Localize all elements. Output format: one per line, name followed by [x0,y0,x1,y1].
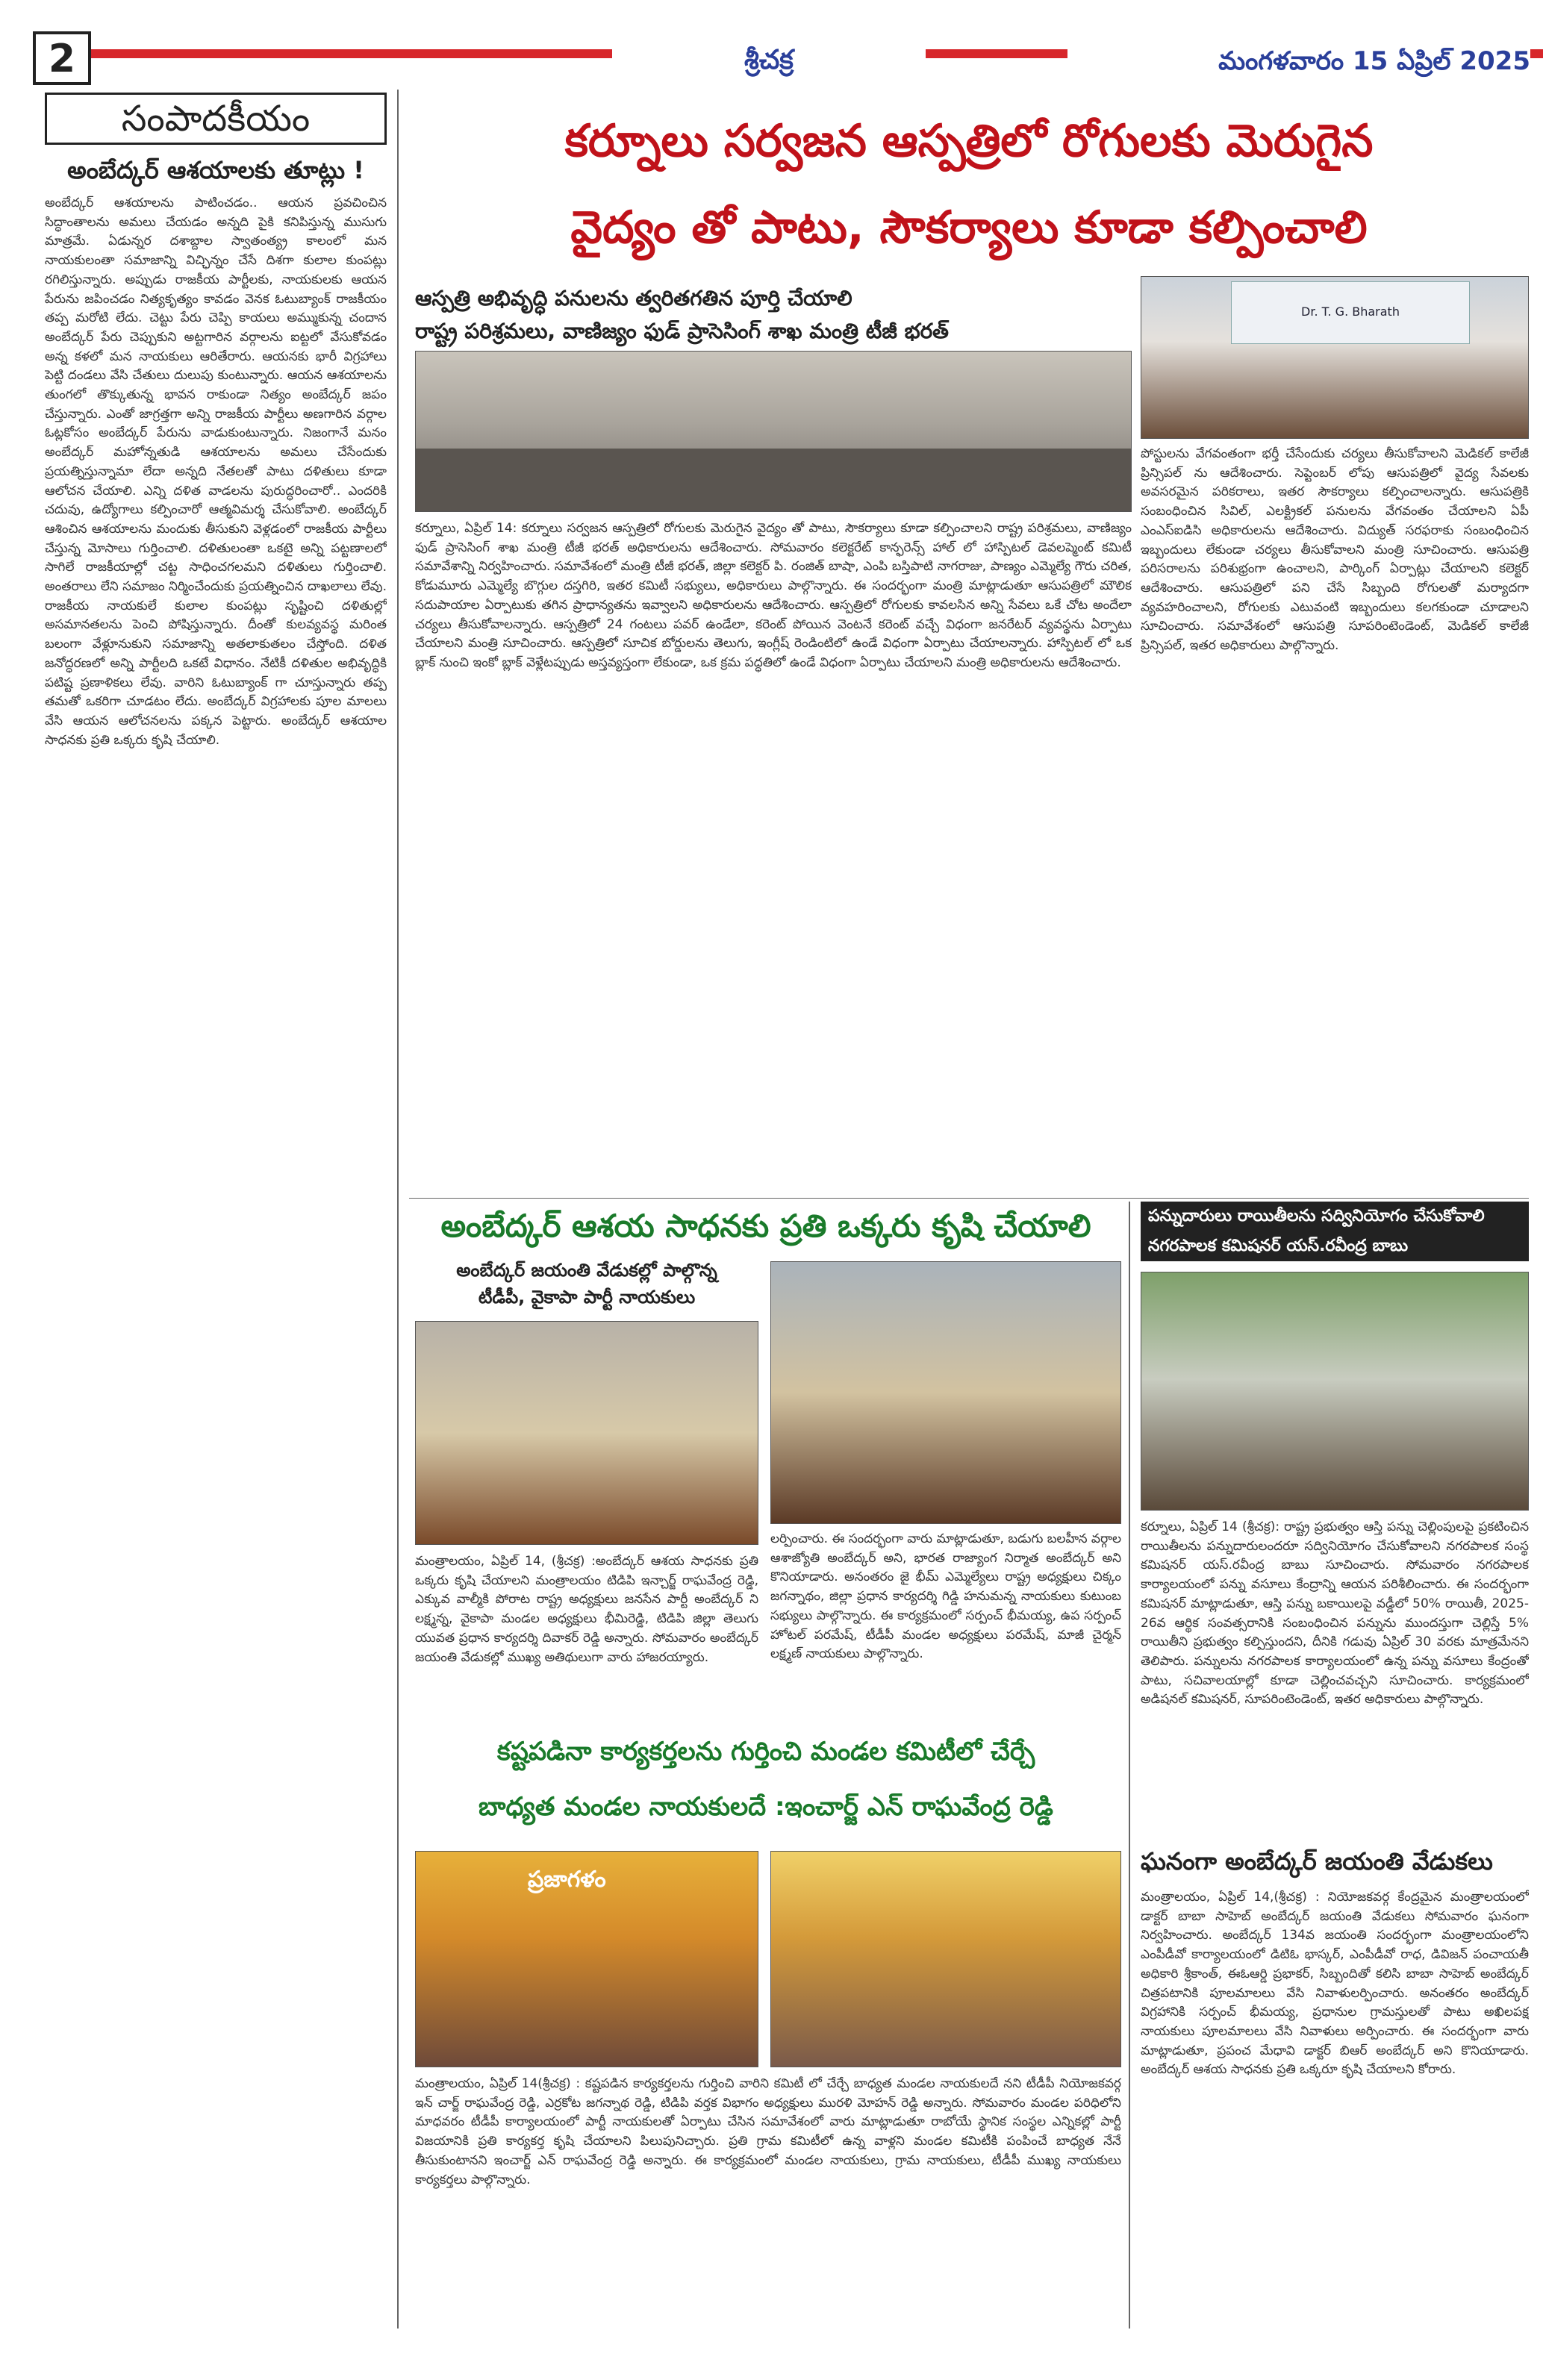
editorial-subtitle: అంబేద్కర్ ఆశయాలకు తూట్లు ! [67,156,364,184]
main-headline-line1: కర్నూలు సర్వజన ఆస్పత్రిలో రోగులకు మెరుగైన [564,115,1374,167]
ambedkar-caption-line2: టీడీపీ, వైకాపా పార్టీ నాయకులు [478,1287,696,1308]
tax-headline-line2: నగరపాలక కమిషనర్ యస్.రవీంద్ర బాబు [1141,1231,1529,1261]
meeting-tables [416,449,1132,512]
celebration-headline: ఘనంగా అంబేద్కర్ జయంతి వేడుకలు [1141,1847,1493,1875]
column-divider [397,90,399,2329]
dais-banner [1231,281,1470,344]
main-subhead-2: రాష్ట్ర పరిశ్రమలు, వాణిజ్యం ఫుడ్ ప్రాసెసింగ్ శాఖ మంత్రి టీజీ భరత్ [415,319,949,343]
tax-body: కర్నూలు, ఏప్రిల్ 14 (శ్రీచక్ర): రాష్ట్ర ప్రభుత్వం ఆస్తి పన్ను చెల్లింపులపై ప్రకటించిన రాయితీలను పన్నుదారులందరూ సద్వినియోగం చేసుకోవాలని నగరపాలక సంస్థ కమిషనర్ యస్.రవీంద్ర బాబు సూచించారు. సోమవారం నగరపాలక కార్యాలయంలో పన్ను వసూలు కేంద్రాన్ని ఆయన పరిశీలించారు. ఈ సందర్భంగా కమిషనర్ మాట్లాడుతూ, ఆస్తి పన్ను బకాయిలపై వడ్డీలో 50% రాయితీ, 2025-26వ ఆర్థిక సంవత్సరానికి సంబంధించిన పన్నును ముందస్తుగా చెల్లిస్తే 5% రాయితీని ప్రభుత్వం కల్పిస్తుందని, దీనికి గడువు ఏప్రిల్ 30 వరకు మాత్రమేనని తెలిపారు. పన్నులను నగరపాలక కార్యాలయంలో ఉన్న పన్ను వసూలు కేంద్రంతో పాటు, సచివాలయాల్లో కూడా చెల్లించవచ్చని సూచించారు. కార్యక్రమంలో అడిషనల్ కమిషనర్, సూపరింటెండెంట్, ఇతర అధికారులు పాల్గొన్నారు. [1141,1519,1529,1708]
ambedkar-body-left: మంత్రాలయం, ఏప్రిల్ 14, (శ్రీచక్ర) :అంబేద్కర్ ఆశయ సాధనకు ప్రతి ఒక్కరు కృషి చేయాలని మంత్రాలయం టిడిపి ఇన్చార్జ్ రాఘవేంద్ర రెడ్డి, ఎక్కువ వాల్మీకి పోరాట రాష్ట్ర అధ్యక్షులు జనసేన పార్టీ అంబేద్కర్ ని లక్ష్మన్న, వైకాపా మండల అధ్యక్షులు భీమిరెడ్డి, టిడిపి జిల్లా తెలుగు యువత ప్రధాన కార్యదర్శి దివాకర్ రెడ్డి అన్నారు. సోమవారం అంబేద్కర్ జయంతి వేడుకల్లో ముఖ్య అతిథులుగా వారు హాజరయ్యారు. [415,1554,758,1665]
editorial-title: సంపాదకీయం [45,93,387,145]
dais-banner-text: Dr. T. G. Bharath [1301,304,1400,319]
committee-photo-1 [415,1851,758,2067]
committee-headline-line1: కష్టపడినా కార్యకర్తలను గుర్తించి మండల కమిటీలో చేర్చే [496,1737,1035,1767]
main-headline-line2: వైద్యం తో పాటు, సౌకర్యాలు కూడా కల్పించాలి [570,202,1368,254]
masthead-logo: శ్రీచక్ర [612,45,926,78]
ambedkar-statue-photo-1 [415,1321,758,1545]
prajagalam-banner: ప్రజాగళం [528,1867,606,1893]
divider-main-bottom [409,1198,1529,1199]
tax-headline-line1: పన్నుదారులు రాయితీలను సద్వినియోగం చేసుకోవాలి [1141,1202,1529,1231]
issue-date: మంగళవారం 15 ఏప్రిల్ 2025 [1067,46,1530,78]
page-header [0,0,1543,81]
editorial-body: అంబేద్కర్ ఆశయాలను పాటించడం.. ఆయన ప్రవచించిన సిద్ధాంతాలను అమలు చేయడం అన్నది పైకి కనిపిస్తున్న ముసుగు మాత్రమే. ఏడున్నర దశాబ్దాల స్వాతంత్య్ర కాలంలో మన నాయకులంతా సమాజాన్ని విచ్ఛిన్నం చేసే దిశగా కులాల కుంపట్లు రగిలిస్తున్నారు. అప్పుడు రాజకీయ పార్టీలకు, నాయకులకు ఆయన పేరును జపించడం నిత్యకృత్యం కావడం వెనక ఓటుబ్యాంక్ రాజకీయం తప్ప మరోటి లేదు. చెట్టు పేరు చెప్పి కాయలు అమ్ముకున్న చందాన అంబేద్కర్ పేరు చెప్పుకుని అట్టగారిన వర్గాలను ఐట్టలో వేసుకోవడం అన్న కళలో మన నాయకులు ఆరితేరారు. ఆయనకు భారీ విగ్రహాలు పెట్టి దండలు వేసి చేతులు దులుపు కుంటున్నారు. ఆయన ఆశయాలను తుంగలో తొక్కుతున్న భావన రాకుండా నిత్యం అంబేద్కర్ జపం చేస్తున్నారు. ఎంతో జాగ్రత్తగా అన్ని రాజకీయ పార్టీలు అణగారిన వర్గాల ఓట్లకోసం అంబేద్కర్ పేరును వాడుకుంటున్నారు. నిజంగానే మనం అంబేద్కర్ మహోన్నతుడి ఆశయాలను అమలు చేసేందుకు ప్రయత్నిస్తున్నామా లేదా అన్నది నేతలతో పాటు దళితులు కూడా ఆలోచన చేయాలి. ఎన్ని దళిత వాడలను పురుద్ధరించారో.. ఎందరికి చదువు, ఉద్యోగాలు కల్పించారో ఆత్మవిమర్శ చేసుకోవాలి. అంబేద్కర్ ఆశించిన ఆశయాలను మందుకు తీసుకుని వెళ్లడంలో రాజకీయ పార్టీలు చేస్తున్న మోసాలు గుర్తించాలి. దళితులంతా ఒకటై అన్ని పట్టణాలలో సాగిలే రాజకీయాల్లో చట్ట సాధించగలమని దళితులు గుర్తించాలి. అంతరాలు లేని సమాజం నిర్మించేందుకు ప్రయత్నించిన దాఖలాలు లేవు. రాజకీయ నాయకులే కులాల కుంపట్లు సృష్టించి దళితుల్లో అసమానతలను పెంచి పోషిస్తున్నారు. దీంతో కులవ్యవస్థ మరింత బలంగా వేళ్లూనుకుని సమాజాన్ని అతలాకుతలం చేస్తోంది. దళిత జనోద్ధరణలో అన్ని పార్టీలది ఒకటే విధానం. నేటికీ దళితుల అభివృద్ధికి పటిష్ట ప్రణాళికలు లేవు. వారిని ఓటుబ్యాంక్ గా చూస్తున్నారు తప్ప తమతో ఒకరిగా చూడటం లేదు. అంబేద్కర్ విగ్రహాలకు పూల మాలలు వేసి ఆయన ఆలోచనలను పక్కన పెట్టారు. అంబేద్కర్ ఆశయాల సాధనకు ప్రతి ఒక్కరు కృషి చేయాలి. [45,196,387,748]
main-subhead-1: ఆస్పత్రి అభివృద్ధి పనులను త్వరితగతిన పూర్తి చేయాలి [415,286,852,310]
ambedkar-statue-photo-2 [770,1261,1121,1524]
main-story-body-left: కర్నూలు, ఏప్రిల్ 14: కర్నూలు సర్వజన ఆస్పత్రిలో రోగులకు మెరుగైన వైద్యం తో పాటు, సౌకర్యాలు కూడా కల్పించాలని రాష్ట్ర పరిశ్రమలు, వాణిజ్యం ఫుడ్ ప్రాసెసింగ్ శాఖ మంత్రి టీజీ భరత్ అధికారులను ఆదేశించారు. సోమవారం కలెక్టరేట్ కాన్ఫరెన్స్ హాల్ లో హాస్పిటల్ డెవలప్మెంట్ కమిటీ సమావేశాన్ని నిర్వహించారు. సమావేశంలో మంత్రి టీజీ భరత్, జిల్లా కలెక్టర్ పి. రంజిత్ బాషా, ఎంపి బస్తిపాటి నాగరాజు, పాణ్యం ఎమ్మెల్యే గౌరు చరిత, కోడుమూరు ఎమ్మెల్యే బొగ్గుల దస్తగిరి, ఇతర కమిటీ సభ్యులు, అధికారులు పాల్గొన్నారు. ఈ సందర్భంగా మంత్రి మాట్లాడుతూ ఆసుపత్రిలో మౌలిక సదుపాయాల ఏర్పాటుకు తగిన ప్రాధాన్యతను ఇవ్వాలని అధికారులను ఆదేశించారు. ఆస్పత్రిలో రోగులకు కావలసిన అన్ని సేవలు ఒకే చోట అందేలా చర్యలు తీసుకోవాలన్నారు. ఆస్పత్రిలో 24 గంటలు పవర్ ఉండేలా, కరెంట్ పోయిన వెంటనే కరెంట్ వచ్చే విధంగా జనరేటర్ వ్యవస్థను ఏర్పాటు చేయాలని మంత్రి సూచించారు. ఆస్పత్రిలో సూచిక బోర్డులను తెలుగు, ఇంగ్లీష్ రెండింటిలో ఉండే విధంగా ఏర్పాటు చేయాలన్నారు. హాస్పిటల్ లో ఒక బ్లాక్ నుంచి ఇంకో బ్లాక్ వెళ్లేటప్పుడు అస్తవ్యస్తంగా లేకుండా, ఒక క్రమ పద్ధతిలో ఉండే విధంగా ఏర్పాటు చేయాలని మంత్రి అధికారులను ఆదేశించారు. [415,521,1132,670]
ambedkar-headline: అంబేద్కర్ ఆశయ సాధనకు ప్రతి ఒక్కరు కృషి చేయాలి [440,1208,1091,1244]
ambedkar-body-right: లర్పించారు. ఈ సందర్భంగా వారు మాట్లాడుతూ, బడుగు బలహీన వర్గాల ఆశాజ్యోతి అంబేద్కర్ అని, భారత రాజ్యాంగ నిర్మాత అంబేద్కర్ అని కొనియాడారు. అనంతరం జై భీమ్ ఎమ్మెల్యేలు రాష్ట్ర అధ్యక్షులు చిక్కం జగన్నాథం, జిల్లా ప్రధాన కార్యదర్శి గిడ్డి హనుమన్న నాయకులు కుటుంబ సభ్యులు పాల్గొన్నారు. ఈ కార్యక్రమంలో సర్పంచ్ భీమయ్య, ఉప సర్పంచ్ హోటల్ పరమేష్, టీడీపీ మండల అధ్యక్షులు పరమేష్, మాజీ చైర్మన్ లక్ష్మణ్ నాయకులు పాల్గొన్నారు. [770,1531,1121,1662]
celebration-body: మంత్రాలయం, ఏప్రిల్ 14,(శ్రీచక్ర) : నియోజకవర్గ కేంద్రమైన మంత్రాలయంలో డాక్టర్ బాబా సాహెబ్ అంబేద్కర్ జయంతి వేడుకలు సోమవారం ఘనంగా నిర్వహించారు. అంబేద్కర్ 134వ జయంతి సందర్భంగా మంత్రాలయంలోని ఎంపీడీవో కార్యాలయంలో డిటిఓ భాస్కర్, ఎంపీడీవో రాధ, డివిజన్ పంచాయతీ అధికారి శ్రీకాంత్, ఈఓఆర్డి ప్రభాకర్, సిబ్బందితో కలిసి బాబా సాహెబ్ అంబేద్కర్ చిత్రపటానికి పూలమాలలు వేసి నివాళులర్పించారు. అనంతరం అంబేద్కర్ విగ్రహానికి సర్పంచ్ భీమయ్య, ప్రధానుల గ్రామస్తులతో పాటు అఖిలపక్ష నాయకులు పూలమాలలు వేసి నివాళులు అర్పించారు. ఈ సందర్భంగా వారు మాట్లాడుతూ, ప్రపంచ మేధావి డాక్టర్ బిఆర్ అంబేద్కర్ అని కొనియాడారు. అంబేద్కర్ ఆశయ సాధనకు ప్రతి ఒక్కరూ కృషి చేయాలని కోరారు. [1141,1890,1529,2078]
page-number: 2 [33,31,91,85]
meeting-hall-photo [415,351,1132,512]
dais-photo [1141,276,1529,439]
main-story-body-right: పోస్టులను వేగవంతంగా భర్తీ చేసేందుకు చర్యలు తీసుకోవాలని మెడికల్ కాలేజీ ప్రిన్సిపల్ ను ఆదేశించారు. సెప్టెంబర్ లోపు ఆసుపత్రిలో వైద్య సేవలకు అవసరమైన పరికరాలు, ఇతర సౌకర్యాలు కల్పించాలన్నారు. ఆసుపత్రికి సంబంధించిన సివిల్, ఎలక్ట్రికల్ పనులను వేగవంతం చేయాలని ఏపీ ఎంఎస్ఐడిసి అధికారులను ఆదేశించారు. విద్యుత్ సరఫరాకు సంబంధించిన ఇబ్బందులు లేకుండా చర్యలు తీసుకోవాలని మంత్రి సూచించారు. ఆసుపత్రి పరిసరాలను పరిశుభ్రంగా ఉంచాలని, పార్కింగ్ ఏర్పాట్లు చేయాలని కలెక్టర్ ఆదేశించారు. ఆసుపత్రిలో పని చేసే సిబ్బంది రోగులతో మర్యాదగా వ్యవహరించాలని, రోగులకు ఎటువంటి ఇబ్బందులు కలగకుండా చూడాలని సూచించారు. సమావేశంలో ఆసుపత్రి సూపరింటెండెంట్, మెడికల్ కాలేజీ ప్రిన్సిపల్, ఇతర అధికారులు పాల్గొన్నారు. [1141,446,1529,654]
committee-body: మంత్రాలయం, ఏప్రిల్ 14(శ్రీచక్ర) : కష్టపడిన కార్యకర్తలను గుర్తించి వారిని కమిటీ లో చేర్చే బాధ్యత మండల నాయకులదే నని టీడీపీ నియోజకవర్గ ఇన్ చార్జ్ రాఘవేంద్ర రెడ్డి, ఎర్రకోట జగన్నాథ రెడ్డి, టిడిపి వర్తక విభాగం అధ్యక్షులు మురళి మోహన్ రెడ్డి అన్నారు. సోమవారం మండల పరిధిలోని మాధవరం టీడీపీ కార్యాలయంలో పార్టీ నాయకులతో ఏర్పాటు చేసిన సమావేశంలో వారు మాట్లాడుతూ రాబోయే స్థానిక సంస్థల ఎన్నికల్లో పార్టీ విజయానికి ప్రతి కార్యకర్త కృషి చేయాలని పిలుపునిచ్చారు. ప్రతి గ్రామ కమిటీలో ఉన్న వాళ్లని మండల కమిటీకి పంపించే బాధ్యత నేనే తీసుకుంటానని ఇంచార్జ్ ఎన్ రాఘవేంద్ర రెడ్డి అన్నారు. ఈ కార్యక్రమంలో మండల నాయకులు, గ్రామ నాయకులు, టీడీపీ ముఖ్య నాయకులు కార్యకర్తలు పాల్గొన్నారు. [415,2076,1121,2187]
committee-photo-2 [770,1851,1121,2067]
tax-center-photo [1141,1272,1529,1511]
right-column-divider [1129,1202,1130,2329]
committee-headline-line2: బాధ్యత మండల నాయకులదే :ఇంచార్జ్ ఎన్ రాఘవేంద్ర రెడ్డి [479,1792,1053,1822]
ambedkar-caption-line1: అంబేద్కర్ జయంతి వేడుకల్లో పాల్గొన్న [456,1260,717,1281]
